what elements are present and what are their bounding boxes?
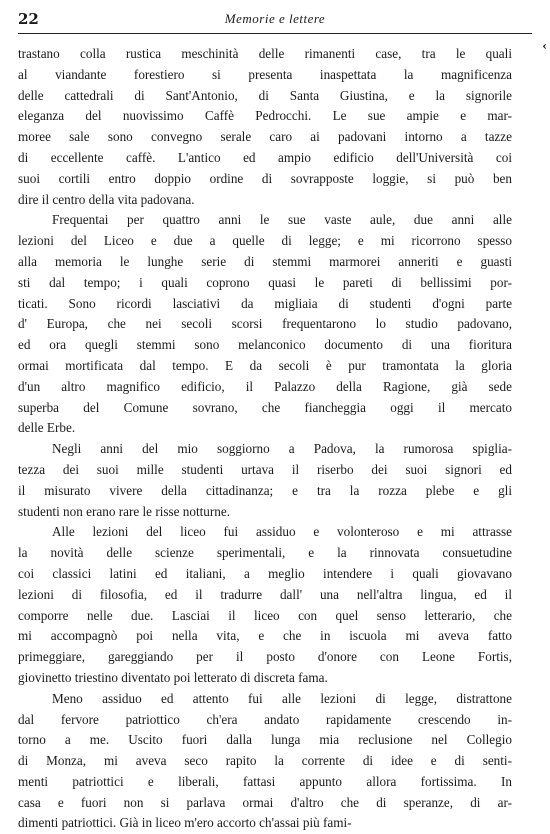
text-line: il misurato vivere della cittadinanza; e tra la rozza plebe e gli	[18, 482, 512, 498]
text-line: Alle lezioni del liceo fui assiduo e volonteroso e mi attrasse	[52, 524, 512, 540]
paragraph	[18, 689, 512, 834]
body-text	[18, 44, 512, 834]
text-line: superba del Comune sovrano, che fiancheggia oggi il mercato	[18, 399, 512, 415]
text-line: la novità delle scienze sperimentali, e la rinnovata consuetudine	[18, 545, 512, 561]
text-line: Meno assiduo ed attento fui alle lezioni di legge, distrattone	[52, 690, 512, 706]
text-line: ormai mortificata dal tempo. E da secoli è pur tramontata la gloria	[18, 357, 512, 373]
running-title: Memorie e lettere	[224, 11, 326, 26]
text-line: d'un altro magnifico edificio, il Palazzo della Ragione, già sede	[18, 378, 512, 394]
paragraph	[18, 522, 512, 688]
text-line: giovinetto triestino diventato poi letterato di discreta fama.	[18, 669, 328, 685]
paragraph	[18, 44, 512, 210]
text-line: comporre nelle due. Lasciai il liceo con quel senso letterario, che	[18, 607, 512, 623]
text-line: d' Europa, che nei secoli scorsi frequentarono lo studio padovano,	[18, 316, 512, 332]
text-line: torno a me. Uscito fuori dalla lunga mia reclusione nel Collegio	[18, 732, 512, 748]
text-line: Negli anni del mio soggiorno a Padova, la rumorosa spiglia-	[52, 441, 512, 457]
text-line: eleganza del nuovissimo Caffè Pedrocchi. Le sue ampie e mar-	[18, 108, 512, 124]
text-line: di Monza, mi aveva seco rapito la corrente di idee e di senti-	[18, 753, 512, 769]
text-line: sti dal tempo; i quali coprono quasi le pareti di bellissimi por-	[18, 274, 512, 290]
margin-mark: ‹	[542, 39, 547, 53]
text-line: dire il centro della vita padovana.	[18, 191, 195, 207]
text-line: mi accompagnò poi nella vita, e che in iscuola mi aveva fatto	[18, 628, 512, 644]
text-line: coi classici latini ed italiani, a meglio intendere i quali giovavano	[18, 565, 512, 581]
text-line: casa e fuori non si parlava ormai d'altro che di speranze, di ar-	[18, 794, 512, 810]
text-line: dimenti patriottici. Già in liceo m'ero accorto ch'assai più fami-	[18, 815, 352, 831]
paragraph	[18, 210, 512, 439]
page-number: 22	[18, 10, 39, 28]
text-line: ticati. Sono ricordi lasciativi da migliaia di studenti d'ogni parte	[18, 295, 512, 311]
text-line: lezioni del Liceo e due a quelle di legge; e mi ricorrono spesso	[18, 233, 512, 249]
text-line: al viandante forestiero si presenta inaspettata la magnificenza	[18, 66, 512, 82]
text-line: primeggiare, gareggiando per il posto d'onore con Leone Fortis,	[18, 649, 512, 665]
header-rule	[18, 33, 532, 34]
text-line: alla memoria le lunghe serie di stemmi marmorei anneriti e guasti	[18, 253, 512, 269]
text-line: Frequentai per quattro anni le sue vaste aule, due anni alle	[52, 212, 512, 228]
page-header	[18, 10, 532, 32]
text-line: suoi cortili entro doppio ordine di sovrapposte loggie, si può ben	[18, 170, 512, 186]
text-line: ed ora quegli stemmi sono melanconico documento di una fioritura	[18, 337, 512, 353]
text-line: dal fervore patriottico ch'era andato rapidamente crescendo in-	[18, 711, 512, 727]
text-line: menti patriottici e liberali, fattasi appunto allora fortissima. In	[18, 773, 512, 789]
text-line: trastano colla rustica meschinità delle rimanenti case, tra le quali	[18, 46, 512, 61]
text-line: tezza dei suoi mille studenti urtava il riserbo dei suoi signori ed	[18, 461, 512, 477]
text-line: di eccellente caffè. L'antico ed ampio edificio dell'Università coi	[18, 149, 512, 165]
text-line: studenti non erano rare le risse notturne.	[18, 503, 231, 519]
text-line: lezioni di filosofia, ed il tradurre dall' una nell'altra lingua, ed il	[18, 586, 512, 602]
text-line: moree sale sono convegno serale caro ai padovani intorno a tazze	[18, 129, 512, 145]
text-line: delle Erbe.	[18, 420, 76, 436]
paragraph	[18, 439, 512, 522]
text-line: delle cattedrali di Sant'Antonio, di Santa Giustina, e la signorile	[18, 87, 512, 103]
